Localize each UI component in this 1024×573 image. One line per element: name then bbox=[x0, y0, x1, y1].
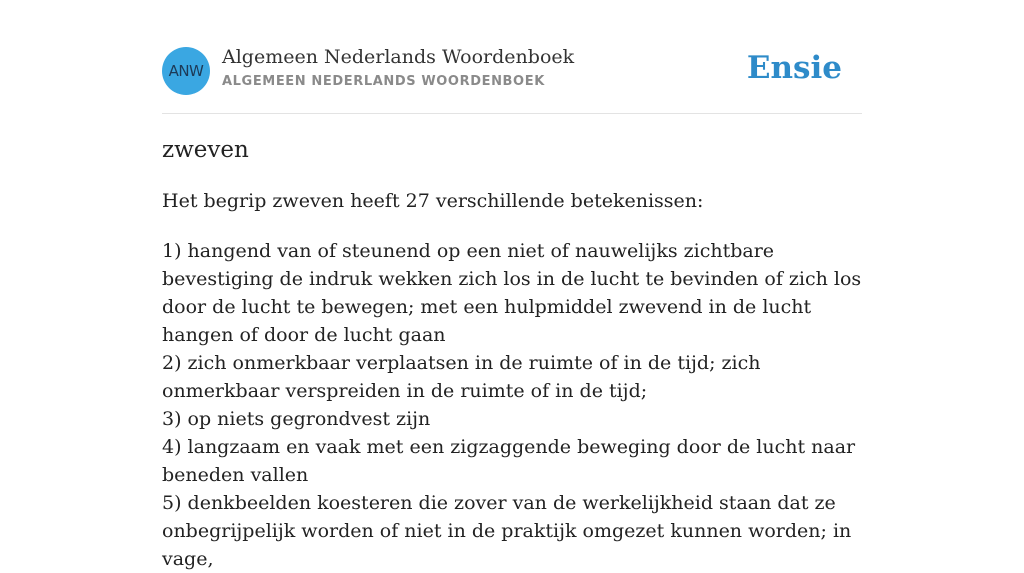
definition-item: 4) langzaam en vaak met een zigzaggende beweging door de lucht naar beneden vallen bbox=[162, 436, 856, 486]
definition-item: 2) zich onmerkbaar verplaatsen in de ruimte of in de tijd; zich onmerkbaar verspreiden in de ruimte of in de tijd; bbox=[162, 352, 761, 402]
ensie-logo[interactable]: Ensie bbox=[746, 50, 842, 86]
site-header bbox=[162, 46, 862, 96]
dictionary-subtitle: ALGEMEEN NEDERLANDS WOORDENBOEK bbox=[222, 74, 545, 89]
header-divider bbox=[162, 113, 862, 114]
page-title: zweven bbox=[162, 137, 249, 163]
anw-logo[interactable]: ANW bbox=[162, 47, 210, 95]
definition-list bbox=[162, 237, 862, 573]
definition-item: 3) op niets gegrondvest zijn bbox=[162, 408, 431, 430]
dictionary-title[interactable]: Algemeen Nederlands Woordenboek bbox=[222, 46, 575, 68]
definition-intro: Het begrip zweven heeft 27 verschillende betekenissen: bbox=[162, 190, 704, 212]
definition-item: 5) denkbeelden koesteren die zover van de werkelijkheid staan dat ze onbegrijpelijk worden of niet in de praktijk omgezet kunnen worden; in vage, bbox=[162, 492, 852, 570]
definition-item: 1) hangend van of steunend op een niet of nauwelijks zichtbare bevestiging de indruk wekken zich los in de lucht te bevinden of zich los door de lucht te bewegen; met een hulpmiddel zwevend in de lucht hangen of door de lucht gaan bbox=[162, 240, 862, 346]
